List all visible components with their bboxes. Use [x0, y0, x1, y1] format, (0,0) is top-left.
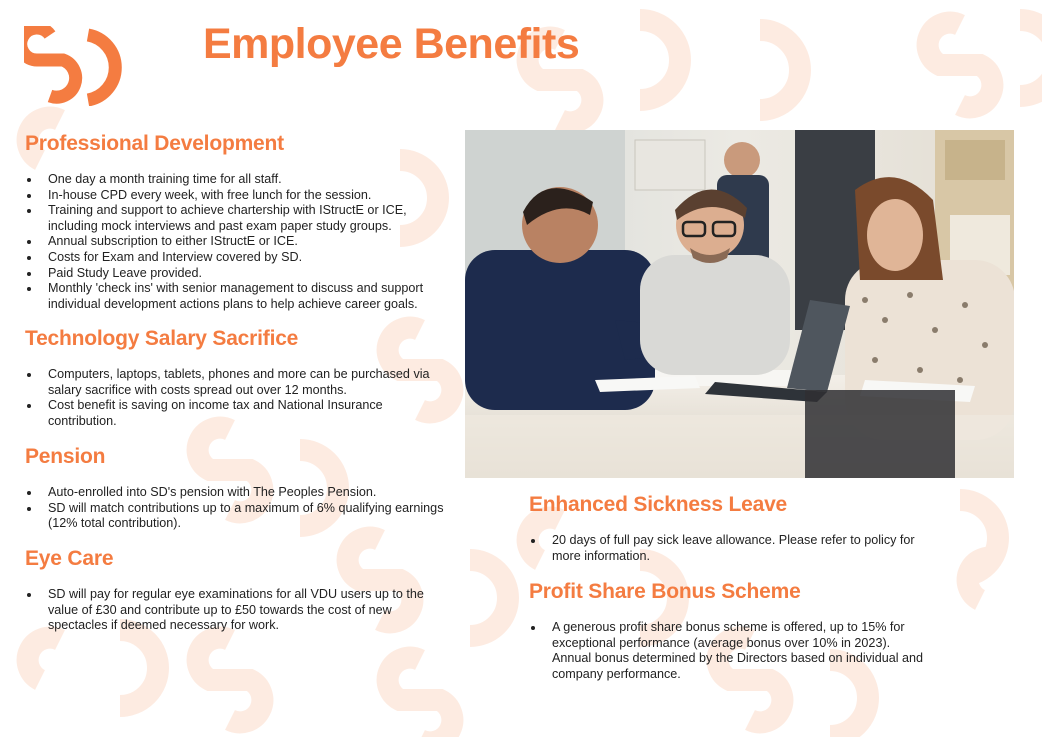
- list-item: Annual subscription to either IStructE or ICE.: [25, 234, 445, 250]
- section-title: Pension: [25, 445, 106, 468]
- list-item: 20 days of full pay sick leave allowance. Please refer to policy for more information.: [529, 533, 929, 564]
- list-item: One day a month training time for all staff.: [25, 172, 445, 188]
- section-title: Profit Share Bonus Scheme: [529, 580, 801, 603]
- benefit-list: [25, 587, 445, 634]
- list-item: A generous profit share bonus scheme is offered, up to 15% for exceptional performance (average bonus over 10% in 2023). Annual bonus determined by the Directors based on individual and company performance.: [529, 620, 929, 682]
- section-eye-care: [25, 547, 445, 634]
- sd-logo: [24, 26, 132, 106]
- list-item: SD will match contributions up to a maximum of 6% qualifying earnings (12% total contribution).: [25, 501, 445, 532]
- list-item: Auto-enrolled into SD's pension with The Peoples Pension.: [25, 485, 445, 501]
- section-title: Enhanced Sickness Leave: [529, 493, 788, 516]
- list-item: Cost benefit is saving on income tax and National Insurance contribution.: [25, 398, 445, 429]
- section-enhanced-sickness-leave: [529, 493, 929, 564]
- section-profit-share-bonus-scheme: [529, 580, 929, 682]
- section-technology-salary-sacrifice: [25, 327, 445, 429]
- section-pension: [25, 445, 445, 532]
- list-item: SD will pay for regular eye examinations for all VDU users up to the value of £30 and contribute up to £50 towards the cost of new spectacles if deemed necessary for work.: [25, 587, 445, 634]
- list-item: Costs for Exam and Interview covered by SD.: [25, 250, 445, 266]
- benefit-list: [25, 172, 445, 312]
- list-item: Monthly 'check ins' with senior management to discuss and support individual development actions plans to help achieve career goals.: [25, 281, 445, 312]
- list-item: Training and support to achieve chartership with IStructE or ICE, including mock interviews and past exam paper study groups.: [25, 203, 445, 234]
- benefit-list: [25, 485, 445, 532]
- section-title: Eye Care: [25, 547, 114, 570]
- list-item: In-house CPD every week, with free lunch for the session.: [25, 188, 445, 204]
- benefit-list: [529, 620, 929, 682]
- team-meeting-photo: [465, 130, 1014, 478]
- section-professional-development: [25, 132, 445, 312]
- page-title: Employee Benefits: [203, 20, 580, 68]
- benefit-list: [529, 533, 929, 564]
- benefit-list: [25, 367, 445, 429]
- section-title: Technology Salary Sacrifice: [25, 327, 299, 350]
- list-item: Computers, laptops, tablets, phones and more can be purchased via salary sacrifice with costs spread out over 12 months.: [25, 367, 445, 398]
- section-title: Professional Development: [25, 132, 284, 155]
- list-item: Paid Study Leave provided.: [25, 266, 445, 282]
